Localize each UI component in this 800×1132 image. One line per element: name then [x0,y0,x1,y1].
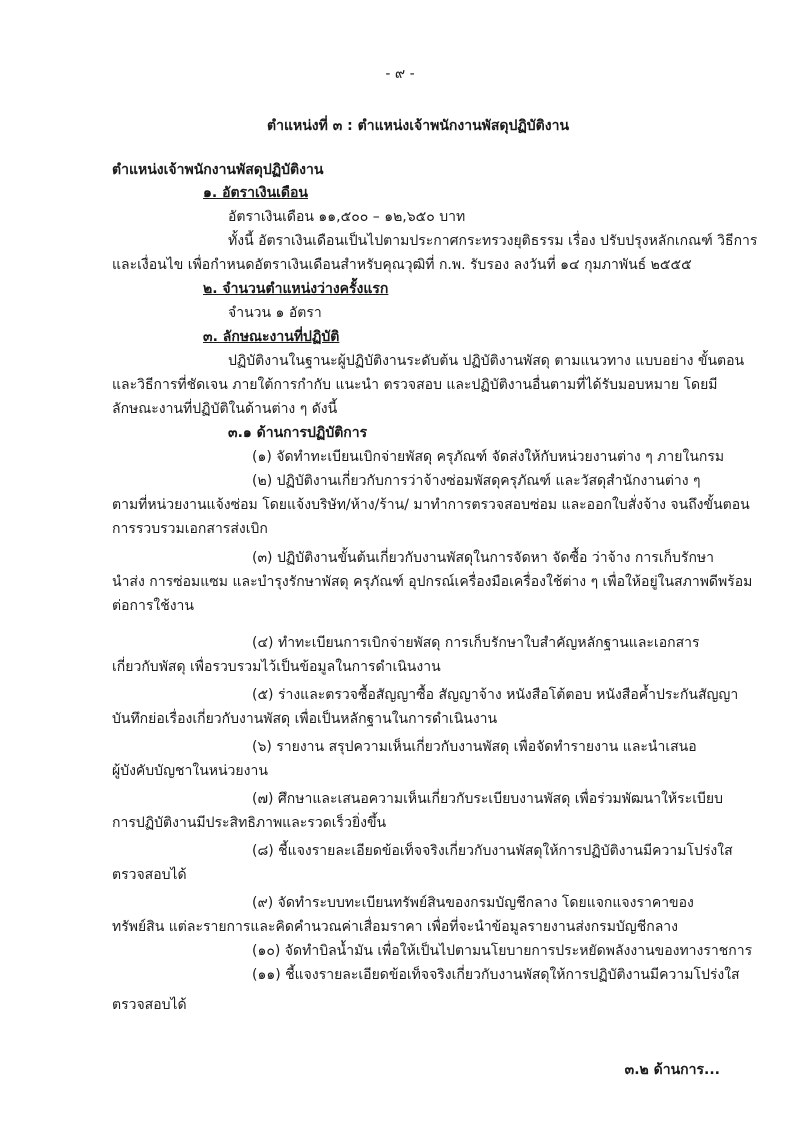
duty-item-11: (๑๑) ชี้แจงรายละเอียดข้อเท็จจริงเกี่ยวกับงานพัสดุให้การปฏิบัติงานมีความโปร่งใส [252,967,740,983]
section-1-title: ๑. อัตราเงินเดือน [203,185,309,201]
duty-item-3-cont: ต่อการใช้งาน [112,598,194,614]
duty-item-8-cont: ตรวจสอบได้ [112,867,187,883]
position-heading: ตำแหน่งเจ้าพนักงานพัสดุปฏิบัติงาน [112,162,324,178]
duties-intro-line-1: ปฏิบัติงานในฐานะผู้ปฏิบัติงานระดับต้น ปฏิบัติงานพัสดุ ตามแนวทาง แบบอย่าง ขั้นตอน [228,353,745,369]
salary-note-line-1: ทั้งนี้ อัตราเงินเดือนเป็นไปตามประกาศกระทรวงยุติธรรม เรื่อง ปรับปรุงหลักเกณฑ์ วิธีการ [228,233,758,249]
salary-rate: อัตราเงินเดือน ๑๑,๕๐๐ – ๑๒,๖๕๐ บาท [228,209,466,225]
duty-item-3-cont: นำส่ง การซ่อมแซม และบำรุงรักษาพัสดุ ครุภัณฑ์ อุปกรณ์เครื่องมือเครื่องใช้ต่าง ๆ เพื่อให้อยู่ในสภาพดีพร้อม [112,574,753,590]
section-2-title: ๒. จำนวนตำแหน่งว่างครั้งแรก [203,281,389,297]
duty-item-6-cont: ผู้บังคับบัญชาในหน่วยงาน [112,763,268,779]
duties-intro-line-2: และวิธีการที่ชัดเจน ภายใต้การกำกับ แนะนำ ตรวจสอบ และปฏิบัติงานอื่นตามที่ได้รับมอบหมาย โดยมี [112,377,718,393]
duty-item-7-cont: การปฏิบัติงานมีประสิทธิภาพและรวดเร็วยิ่งขึ้น [112,815,387,831]
page-title: ตำแหน่งที่ ๓ : ตำแหน่งเจ้าพนักงานพัสดุปฏิบัติงาน [267,118,570,134]
duty-item-2-cont: ตามที่หน่วยงานแจ้งซ่อม โดยแจ้งบริษัท/ห้าง/ร้าน/ มาทำการตรวจสอบซ่อม และออกใบสั่งจ้าง จนถึงขั้นตอน [112,497,750,513]
section-3-title: ๓. ลักษณะงานที่ปฏิบัติ [203,329,340,345]
duties-intro-line-3: ลักษณะงานที่ปฏิบัติในด้านต่าง ๆ ดังนี้ [112,401,338,417]
duty-item-4: (๔) ทำทะเบียนการเบิกจ่ายพัสดุ การเก็บรักษาใบสำคัญหลักฐานและเอกสาร [252,635,700,651]
duty-item-9: (๙) จัดทำระบบทะเบียนทรัพย์สินของกรมบัญชีกลาง โดยแจกแจงราคาของ [252,895,694,911]
page-number: - ๙ - [385,66,415,82]
duty-item-9-cont: ทรัพย์สิน แต่ละรายการและคิดคำนวณค่าเสื่อมราคา เพื่อที่จะนำข้อมูลรายงานส่งกรมบัญชีกลาง [112,919,678,935]
duty-item-5: (๕) ร่างและตรวจซื้อสัญญาซื้อ สัญญาจ้าง หนังสือโต้ตอบ หนังสือค้ำประกันสัญญา [252,687,739,703]
duty-item-4-cont: เกี่ยวกับพัสดุ เพื่อรวบรวมไว้เป็นข้อมูลในการดำเนินงาน [112,659,441,675]
next-section-continuation: ๓.๒ ด้านการ... [624,1062,720,1078]
vacancy-count: จำนวน ๑ อัตรา [228,305,322,321]
duty-item-8: (๘) ชี้แจงรายละเอียดข้อเท็จจริงเกี่ยวกับงานพัสดุให้การปฏิบัติงานมีความโปร่งใส [252,843,733,859]
duty-item-11-cont: ตรวจสอบได้ [112,997,187,1013]
salary-note-line-2: และเงื่อนไข เพื่อกำหนดอัตราเงินเดือนสำหรับคุณวุฒิที่ ก.พ. รับรอง ลงวันที่ ๑๔ กุมภาพันธ์ ๒๕๕๕ [112,257,692,273]
subsection-3-1-title: ๓.๑ ด้านการปฏิบัติการ [228,425,368,441]
duty-item-2-cont: การรวบรวมเอกสารส่งเบิก [112,521,268,537]
duty-item-6: (๖) รายงาน สรุปความเห็นเกี่ยวกับงานพัสดุ เพื่อจัดทำรายงาน และนำเสนอ [252,739,697,755]
duty-item-5-cont: บันทึกย่อเรื่องเกี่ยวกับงานพัสดุ เพื่อเป็นหลักฐานในการดำเนินงาน [112,711,498,727]
duty-item-2: (๒) ปฏิบัติงานเกี่ยวกับการว่าจ้างซ่อมพัสดุครุภัณฑ์ และวัสดุสำนักงานต่าง ๆ [252,473,701,489]
duty-item-10: (๑๐) จัดทำบิลน้ำมัน เพื่อให้เป็นไปตามนโยบายการประหยัดพลังงานของทางราชการ [252,943,753,959]
duty-item-3: (๓) ปฏิบัติงานขั้นต้นเกี่ยวกับงานพัสดุในการจัดหา จัดซื้อ ว่าจ้าง การเก็บรักษา [252,550,715,566]
duty-item-7: (๗) ศึกษาและเสนอความเห็นเกี่ยวกับระเบียบงานพัสดุ เพื่อร่วมพัฒนาให้ระเบียบ [252,791,723,807]
duty-item-1: (๑) จัดทำทะเบียนเบิกจ่ายพัสดุ ครุภัณฑ์ จัดส่งให้กับหน่วยงานต่าง ๆ ภายในกรม [252,449,725,465]
